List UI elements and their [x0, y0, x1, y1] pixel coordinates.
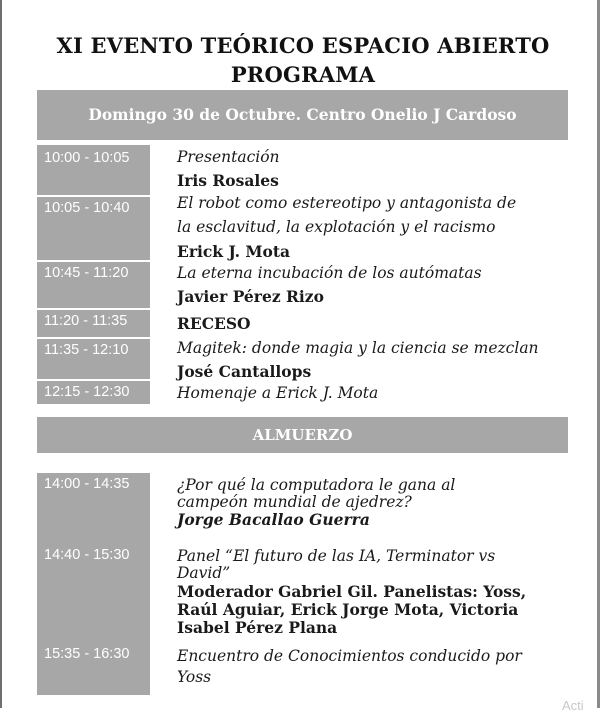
lunch-banner: ALMUERZO	[37, 417, 568, 453]
session-title: ¿Por qué la computadora le gana al	[177, 476, 456, 494]
time-slot: 10:00 - 10:05	[44, 150, 130, 166]
time-slot: 11:20 - 11:35	[44, 313, 148, 329]
time-slot: 11:35 - 12:10	[44, 342, 148, 358]
session-title: El robot como estereotipo y antagonista de	[177, 194, 517, 212]
session-speaker: Jorge Bacallao Guerra	[177, 510, 370, 529]
session-title-continued: David”	[177, 564, 231, 582]
session-speaker: Javier Pérez Rizo	[177, 287, 324, 306]
session-speaker: Iris Rosales	[177, 171, 279, 190]
day-venue-banner: Domingo 30 de Octubre. Centro Onelio J Cardoso	[37, 90, 568, 140]
time-slot: 14:40 - 15:30	[44, 547, 130, 563]
program-title: PROGRAMA	[230, 62, 376, 87]
session-title: Magitek: donde magia y la ciencia se mezclan	[177, 339, 539, 357]
page-frame-left-border	[0, 0, 2, 708]
time-slot: 10:05 - 10:40	[44, 200, 148, 216]
session-title-continued: campeón mundial de ajedrez?	[177, 493, 412, 511]
session-panelists: Moderador Gabriel Gil. Panelistas: Yoss,	[177, 582, 527, 601]
session-panelists: Raúl Aguiar, Erick Jorge Mota, Victoria	[177, 600, 519, 619]
session-title: Homenaje a Erick J. Mota	[177, 384, 379, 402]
time-slot: 15:35 - 16:30	[44, 646, 130, 662]
session-title: Panel “El futuro de las IA, Terminator vs	[177, 547, 496, 565]
session-title: Presentación	[177, 148, 280, 166]
time-slot: 10:45 - 11:20	[44, 265, 148, 281]
session-break: RECESO	[177, 314, 251, 333]
session-title: La eterna incubación de los autómatas	[177, 264, 482, 282]
session-panelists: Isabel Pérez Plana	[177, 618, 338, 637]
time-slot: 12:15 - 12:30	[44, 384, 148, 400]
session-speaker: José Cantallops	[177, 362, 312, 381]
session-speaker: Erick J. Mota	[177, 242, 291, 261]
time-slot: 14:00 - 14:35	[44, 476, 130, 492]
session-title: Encuentro de Conocimientos conducido por	[177, 647, 522, 665]
event-title: XI EVENTO TEÓRICO ESPACIO ABIERTO	[56, 33, 550, 58]
session-title-continued: Yoss	[177, 668, 212, 686]
session-title-continued: la esclavitud, la explotación y el racismo	[177, 218, 496, 236]
activation-watermark: Acti	[562, 698, 584, 713]
